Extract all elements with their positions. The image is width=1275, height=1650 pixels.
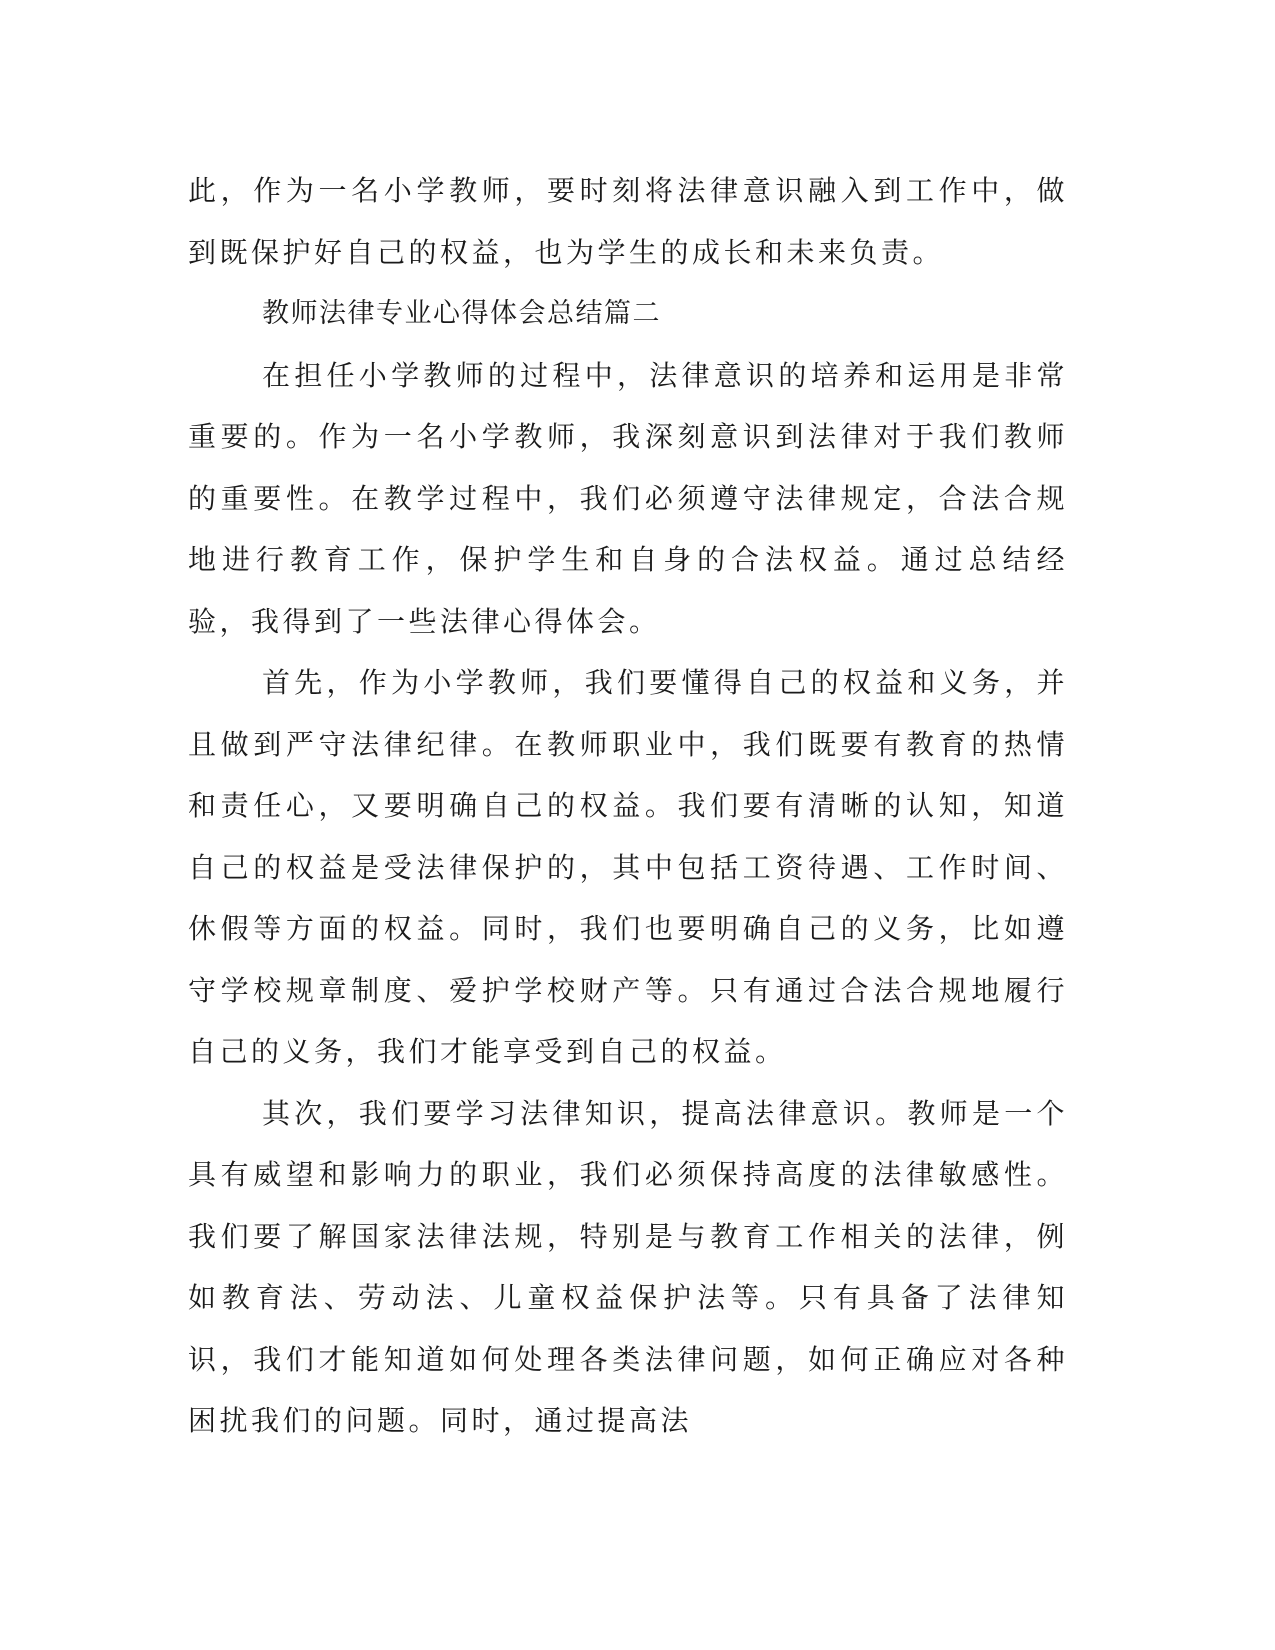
paragraph-intro: 在担任小学教师的过程中，法律意识的培养和运用是非常重要的。作为一名小学教师，我深刻意识到法律对于我们教师的重要性。在教学过程中，我们必须遵守法律规定，合法合规地进行教育工作，保护学生和自身的合法权益。通过总结经验，我得到了一些法律心得体会。 (188, 358, 1068, 638)
paragraph-first-point: 首先，作为小学教师，我们要懂得自己的权益和义务，并且做到严守法律纪律。在教师职业中，我们既要有教育的热情和责任心，又要明确自己的权益。我们要有清晰的认知，知道自己的权益是受法律保护的，其中包括工资待遇、工作时间、休假等方面的权益。同时，我们也要明确自己的义务，比如遵守学校规章制度、爱护学校财产等。只有通过合法合规地履行自己的义务，我们才能享受到自己的权益。 (188, 666, 1068, 1068)
paragraph-second-point: 其次，我们要学习法律知识，提高法律意识。教师是一个具有威望和影响力的职业，我们必须保持高度的法律敏感性。我们要了解国家法律法规，特别是与教育工作相关的法律，例如教育法、劳动法、儿童权益保护法等。只有具备了法律知识，我们才能知道如何处理各类法律问题，如何正确应对各种困扰我们的问题。同时，通过提高法 (188, 1096, 1068, 1437)
paragraph-continuation: 此，作为一名小学教师，要时刻将法律意识融入到工作中，做到既保护好自己的权益，也为学生的成长和未来负责。 (188, 174, 1068, 269)
document-body (188, 160, 1068, 1452)
section-heading: 教师法律专业心得体会总结篇二 (262, 298, 661, 329)
